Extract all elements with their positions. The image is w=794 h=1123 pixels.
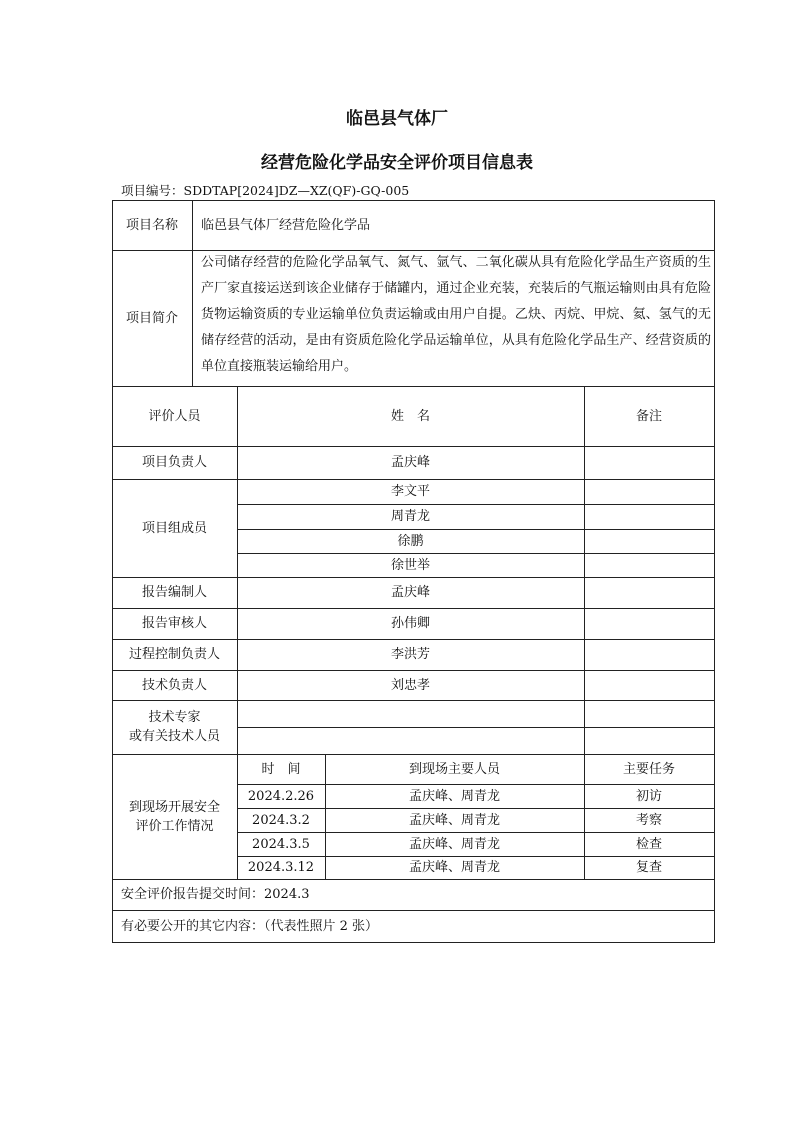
site-visit-people: 孟庆峰、周青龙 [408,812,500,828]
site-work-label-line1: 到现场开展安全 [128,799,220,815]
experts-role-line2: 或有关技术人员 [128,729,220,744]
project-info-table [112,200,715,943]
project-intro-text: 公司储存经营的危险化学品氧气、氮气、氩气、二氧化碳从具有危险化学品生产资质的生产厂家直接运送到该企业储存于储罐内，通过企业充装，充装后的气瓶运输则由具有危险货物运输资质的专业运输单位负责运输或由用户自提。乙炔、丙烷、甲烷、氦、氢气的无储存经营的活动，是由有资质危险化学品运输单位，从具有危险化学品生产、经营资质的单位直接瓶装运输给用户。 [201,255,711,374]
evaluators-header-role: 评价人员 [148,408,201,424]
site-visit-people: 孟庆峰、周青龙 [408,860,500,875]
evaluators-header-remark: 备注 [635,408,662,424]
report-writer-name: 孟庆峰 [390,585,430,600]
process-controller-role: 过程控制负责人 [128,647,220,662]
member-name: 徐世举 [390,557,430,573]
site-work-header-people: 到现场主要人员 [408,761,500,777]
project-name-label: 项目名称 [125,217,178,233]
site-visit-people: 孟庆峰、周青龙 [408,788,500,804]
evaluators-header-name: 姓 名 [390,408,430,424]
member-name: 周青龙 [390,509,430,524]
report-writer-role: 报告编制人 [141,585,207,600]
form-title: 经营危险化学品安全评价项目信息表 [261,153,533,173]
site-visit-time: 2024.3.2 [252,812,310,828]
site-work-header-time: 时 间 [261,761,301,777]
project-intro-label: 项目简介 [125,310,178,326]
site-work-label [112,754,237,879]
site-visit-people: 孟庆峰、周青龙 [408,836,500,852]
member-name: 李文平 [390,484,430,499]
site-visit-task: 复查 [635,860,662,875]
tech-leader-name: 刘忠孝 [390,677,430,693]
site-visit-time: 2024.3.12 [247,860,315,875]
site-visit-time: 2024.2.26 [247,788,315,804]
submit-time: 安全评价报告提交时间：2024.3 [121,887,310,902]
report-reviewer-name: 孙伟卿 [390,616,430,631]
project-name-value: 临邑县气体厂经营危险化学品 [201,217,371,233]
project-code: 项目编号：SDDTAP[2024]DZ—XZ(QF)-GQ-005 [121,183,410,198]
site-visit-task: 检查 [635,836,662,852]
project-leader-role: 项目负责人 [141,455,207,470]
site-work-label-line2: 评价工作情况 [135,818,214,834]
site-visit-time: 2024.3.5 [252,836,310,852]
company-title: 临邑县气体厂 [346,109,448,129]
report-reviewer-role: 报告审核人 [141,616,207,631]
site-work-header-task: 主要任务 [622,761,675,777]
member-name: 徐鹏 [397,533,424,549]
process-controller-name: 李洪芳 [390,647,430,662]
other-content: 有必要公开的其它内容：（代表性照片 2 张） [121,918,379,934]
experts-role [112,700,237,754]
tech-leader-role: 技术负责人 [141,677,207,693]
members-role: 项目组成员 [141,520,207,536]
project-leader-name: 孟庆峰 [390,455,430,470]
site-visit-task: 初访 [635,788,662,804]
site-visit-task: 考察 [635,812,662,828]
experts-role-line1: 技术专家 [148,710,201,725]
